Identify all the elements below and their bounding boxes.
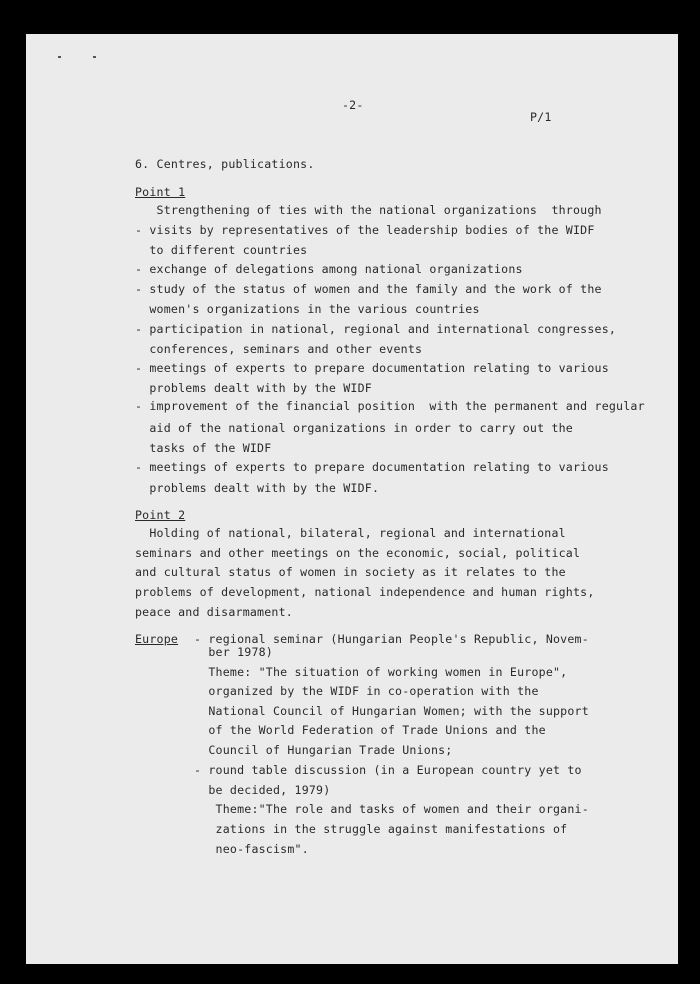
point1-line: - visits by representatives of the leadership bodies of the WIDF (135, 223, 595, 237)
point1-line: to different countries (135, 243, 308, 257)
europe-line: ber 1978) (194, 645, 273, 659)
point1-line: - meetings of experts to prepare documentation relating to various (135, 361, 609, 375)
point1-line: problems dealt with by the WIDF (135, 381, 372, 395)
europe-line: Theme:"The role and tasks of women and their organi- (194, 802, 589, 816)
point1-line: tasks of the WIDF (135, 441, 272, 455)
point1-line: problems dealt with by the WIDF. (135, 481, 380, 495)
point1-line: conferences, seminars and other events (135, 342, 423, 356)
section-heading: 6. Centres, publications. (135, 157, 315, 171)
point1-label: Point 1 (135, 185, 186, 199)
scan-mark (58, 56, 61, 58)
page-reference: P/1 (530, 110, 552, 124)
europe-line: Council of Hungarian Trade Unions; (194, 743, 453, 757)
europe-line: National Council of Hungarian Women; with the support (194, 704, 589, 718)
europe-line: neo-fascism". (194, 842, 309, 856)
point2-line: and cultural status of women in society as it relates to the (135, 565, 566, 579)
point1-line: aid of the national organizations in order to carry out the (135, 421, 573, 435)
point2-line: problems of development, national independence and human rights, (135, 585, 595, 599)
europe-line: organized by the WIDF in co-operation with the (194, 684, 539, 698)
point2-line: seminars and other meetings on the economic, social, political (135, 546, 581, 560)
europe-line: be decided, 1979) (194, 783, 331, 797)
point1-line: - improvement of the financial position with the permanent and regular (135, 399, 645, 413)
point1-line: - meetings of experts to prepare documentation relating to various (135, 460, 609, 474)
point1-line: - participation in national, regional and international congresses, (135, 322, 617, 336)
europe-line: zations in the struggle against manifestations of (194, 822, 568, 836)
scan-mark (93, 56, 96, 58)
point1-line: Strengthening of ties with the national organizations through (135, 203, 602, 217)
point1-line: - study of the status of women and the family and the work of the (135, 282, 602, 296)
point2-line: peace and disarmament. (135, 605, 293, 619)
page-number: -2- (342, 98, 364, 112)
point2-line: Holding of national, bilateral, regional and international (135, 526, 566, 540)
point1-line: - exchange of delegations among national organizations (135, 262, 523, 276)
europe-line: of the World Federation of Trade Unions and the (194, 723, 546, 737)
europe-line: - regional seminar (Hungarian People's Republic, Novem- (194, 632, 589, 646)
point2-label: Point 2 (135, 508, 186, 522)
europe-label: Europe (135, 632, 179, 646)
europe-line: Theme: "The situation of working women in Europe", (194, 665, 568, 679)
point1-line: women's organizations in the various countries (135, 302, 480, 316)
europe-line: - round table discussion (in a European country yet to (194, 763, 582, 777)
